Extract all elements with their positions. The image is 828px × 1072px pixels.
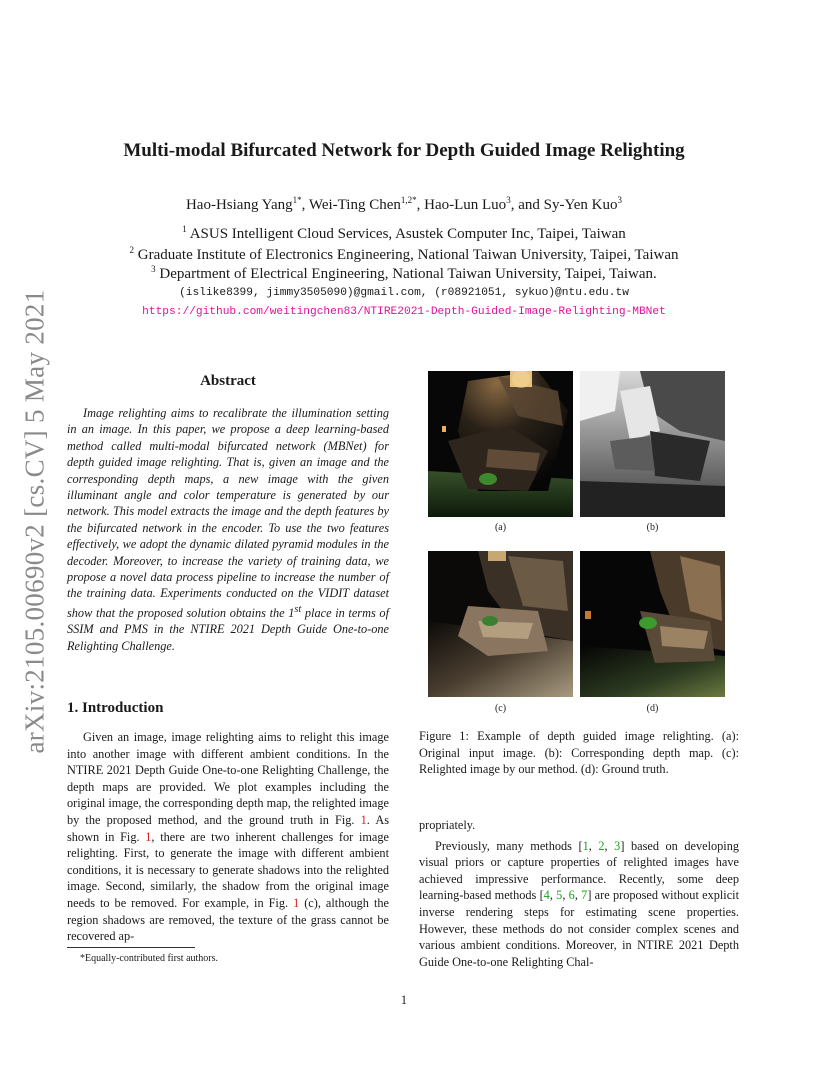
intro-text: Given an image, image relighting aims to relight this image into another image with different ambient conditions. In the NTIRE 2021 Depth Guide One-to-one Relighting Challenge, the depth maps are provided. We plot examples including the original image, the corresponding depth map, the relighted image by the proposed method, and the ground truth in Fig. [67,730,389,827]
figure-ref-link[interactable]: 1 [293,895,300,910]
footnote-divider [67,947,195,948]
figure-ref-link[interactable]: 1 [145,829,152,844]
affiliation-3 [0,264,808,283]
author-name: Hao-Hsiang Yang [185,197,293,213]
figure-label-c: (c) [494,703,507,714]
intro-text: (c), although the region shadows are removed, the texture of the grass cannot be recovered ap- [67,895,389,944]
abstract-text: Image relighting aims to recalibrate the illumination setting in an image. In this paper, we propose a deep learning-based method called multi-modal bifurcated network (MBNet) for depth guided image relighting. That is, given an image and the corresponding depth maps, a new image with the given illuminant angle and color temperature is generated by our network. This model extracts the image and the depth features by the bifurcated network in the encoder. To use the two features effectively, we adopt the dynamic dilated pyramid modules in the decoder. Moreover, to increase the variety of training data, we propose a novel data process pipeline to increase the number of the training data. Experiments conducted on the VIDIT dataset show that the proposed solution obtains the 1 [67,406,389,620]
author-sup: 1* [292,195,302,205]
intro-text: ] are proposed without explicit inverse rendering steps for estimating scene properties. However, these methods do not consider complex scenes and various ambient conditions. Moreover, in NTIRE 2021 Depth Guide One-to-one Relighting Chal- [419,888,740,969]
citation-link[interactable]: 7 [581,888,588,903]
citation-separator: , [574,888,582,903]
abstract-heading: Abstract [200,373,256,389]
citation-link[interactable]: 6 [568,888,575,903]
affiliation-sup: 1 [182,224,187,234]
author-name: Hao-Lun Luo [424,197,507,213]
author-name: Sy-Yen Kuo [543,197,618,213]
intro-continuation: propriately. [419,818,476,832]
citation-link[interactable]: 4 [543,888,550,903]
intro-text: . As shown in Fig. [67,812,389,844]
author-sup: 3 [506,195,511,205]
affiliation-1 [0,224,808,243]
figure-panel-relighted-output [428,551,573,697]
arxiv-sidebar [2,286,68,756]
author-sup: 3 [617,195,623,205]
abstract-body [67,405,389,654]
figure-label-a: (a) [494,522,507,533]
affiliation-sup: 3 [151,264,156,274]
figure-ref-link[interactable]: 1 [360,812,367,827]
abstract-sup: st [294,603,302,615]
figure-panel-depth-map [580,371,725,517]
citation-link[interactable]: 3 [614,838,621,853]
figure-label-d: (d) [646,703,659,714]
citation-separator: , [562,888,569,903]
section-heading-introduction: 1. Introduction [67,700,164,716]
affiliation-text: ASUS Intelligent Cloud Services, Asustek Computer Inc, Taipei, Taiwan [189,226,626,242]
figure-panel-ground-truth [580,551,725,697]
intro-text: Previously, many methods [ [435,838,583,853]
citation-separator: , [604,838,615,853]
citation-separator: , [588,838,599,853]
citation-link[interactable]: 2 [598,838,605,853]
footnote: *Equally-contributed first authors. [80,953,219,964]
figure-label-b: (b) [646,522,659,533]
affiliation-text: Graduate Institute of Electronics Engineering, National Taiwan University, Taipei, Taiwan [137,247,679,263]
figure-panel-input-image [428,371,573,517]
paper-title: Multi-modal Bifurcated Network for Depth Guided Image Relighting [123,140,685,161]
arxiv-id: arXiv:2105.00690v2 [cs.CV] 5 May 2021 [19,288,50,754]
author-name: Wei-Ting Chen [308,197,401,213]
figure-caption: Figure 1: Example of depth guided image relighting. (a): Original input image. (b): Corresponding depth map. (c): Relighted image by our method. (d): Ground truth. [419,729,739,777]
affiliation-2 [0,245,808,264]
affiliation-text: Department of Electrical Engineering, National Taiwan University, Taipei, Taiwan. [159,266,657,282]
citation-link[interactable]: 5 [556,888,563,903]
citation-link[interactable]: 1 [582,838,589,853]
page-number: 1 [400,993,408,1007]
intro-text: , there are two inherent challenges for image relighting. First, to generate the image with different ambient conditions, it is necessary to generate shadows into the relighted image. Second, similarly, the shadow from the original image needs to be removed. For example, in Fig. [67,829,389,910]
author-list: Hao-Hsiang Yang$^{1*}$, Wei-Ting Chen$^{1,2*}$, Hao-Lun Luo$^3$, and Sy-Yen Kuo$^3$ [185,195,623,213]
author-emails: (islike8399, jimmy3505090)@gmail.com, (r08921051, sykuo)@ntu.edu.tw [179,287,629,299]
affiliation-sup: 2 [129,245,135,255]
abstract-text-end: place in terms of SSIM and PMS in the NTIRE 2021 Depth Guide One-to-one Relighting Challenge. [67,605,389,653]
author-sup: 1,2* [400,195,417,205]
intro-right-column [419,817,739,970]
intro-text: ] based on developing visual priors or capture properties of relighted images have achieved impressive performance. Recently, some deep learning-based methods [ [419,838,739,903]
intro-paragraph-1 [67,729,389,945]
citation-separator: , [549,888,557,903]
code-link[interactable]: https://github.com/weitingchen83/NTIRE2021-Depth-Guided-Image-Relighting-MBNet [142,306,666,318]
